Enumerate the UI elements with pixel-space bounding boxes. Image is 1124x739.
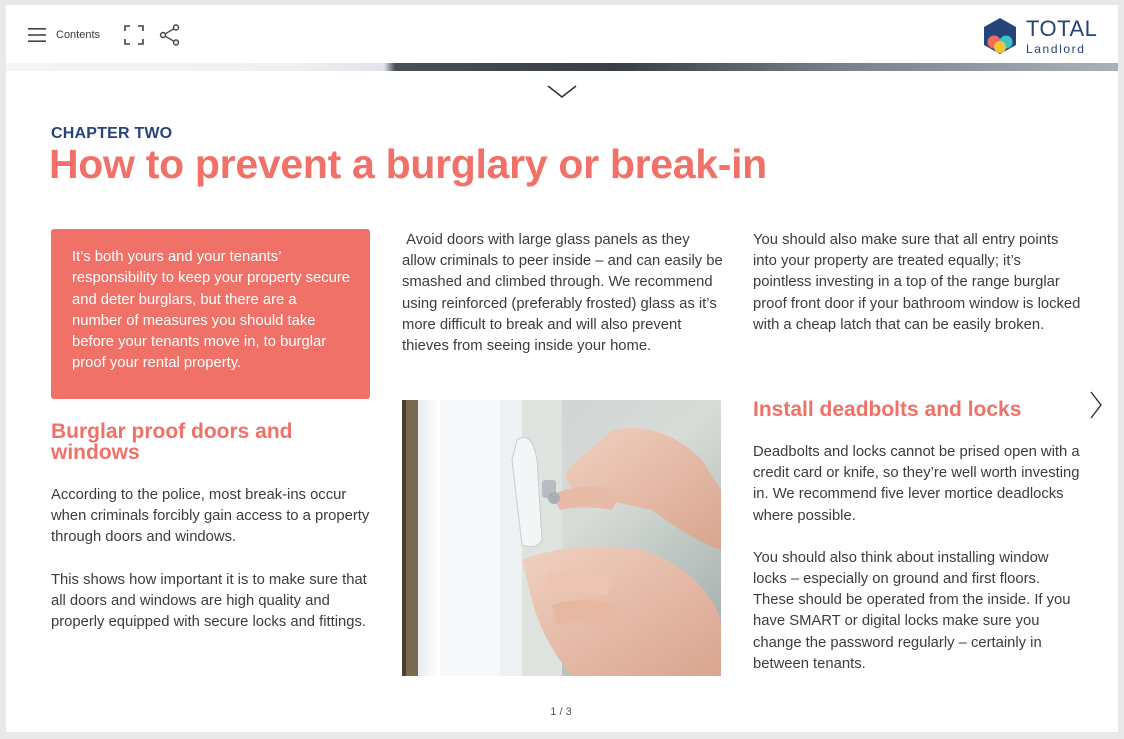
page-counter: 1 / 3	[550, 706, 572, 718]
next-page-button[interactable]	[1088, 390, 1104, 420]
fullscreen-button[interactable]	[123, 24, 145, 46]
fullscreen-icon	[123, 24, 145, 46]
hexagon-logo-icon	[982, 17, 1018, 55]
column2-body	[402, 230, 726, 357]
contents-label: Contents	[56, 29, 101, 41]
logo-word-total: TOTAL	[1026, 15, 1098, 41]
hamburger-menu-icon	[28, 28, 46, 42]
hero-image-strip	[6, 63, 1118, 71]
paragraph: Deadbolts and locks cannot be prised open with a credit card or knife, so they’re well worth investing in. We recommend five lever mortice deadlocks where possible.	[753, 444, 1080, 524]
total-landlord-logo[interactable]	[982, 15, 1102, 57]
column3-body	[753, 442, 1083, 675]
window-lock-photo	[402, 400, 721, 676]
paragraph: Avoid doors with large glass panels as they allow criminals to peer inside – and can easily be smashed and climbed through. We recommend using reinforced (preferably frosted) glass as it’s more difficult to break and will also prevent thieves from seeing inside your home.	[402, 232, 727, 355]
scroll-down-button[interactable]	[546, 83, 578, 101]
column1-body	[51, 485, 373, 633]
share-icon	[158, 23, 182, 47]
callout-text: It’s both yours and your tenants’ responsibility to keep your property secure and deter burglars, but there are a number of measures you should take before your tenants move in, to burglar proof your rental property.	[72, 249, 350, 372]
paragraph: You should also think about installing window locks – especially on ground and first floors. These should be operated from the inside. If you have SMART or digital locks make sure you change the password regularly – certainly in between tenants.	[753, 549, 1071, 672]
column3-intro	[753, 230, 1083, 336]
logo-word-landlord: Landlord	[1026, 41, 1086, 56]
chevron-right-icon	[1088, 390, 1104, 420]
intro-callout-box	[51, 229, 370, 399]
section-heading-doors-windows: Burglar proof doors and windows	[51, 420, 293, 464]
paragraph: This shows how important it is to make sure that all doors and windows are high quality and properly equipped with secure locks and fittings.	[51, 571, 367, 631]
logo-wordmark	[1026, 15, 1098, 56]
chapter-label: CHAPTER TWO	[51, 125, 173, 142]
chevron-down-icon	[546, 83, 578, 101]
section-heading-deadbolts: Install deadbolts and locks	[753, 398, 1022, 421]
page-frame	[6, 5, 1118, 732]
paragraph: You should also make sure that all entry points into your property are treated equally; it’s pointless investing in a top of the range burglar proof front door if your bathroom window is locked with a cheap latch that can be easily broken.	[753, 232, 1081, 333]
paragraph: According to the police, most break-ins occur when criminals forcibly gain access to a property through doors and windows.	[51, 487, 370, 546]
page-title: How to prevent a burglary or break-in	[49, 141, 767, 187]
top-toolbar	[6, 5, 1118, 65]
share-button[interactable]	[158, 23, 182, 47]
contents-menu-button[interactable]	[28, 24, 114, 46]
